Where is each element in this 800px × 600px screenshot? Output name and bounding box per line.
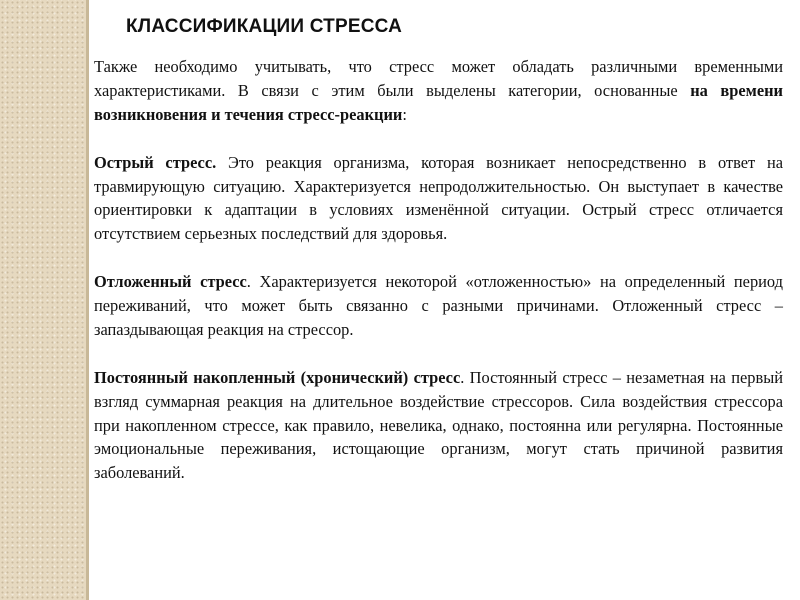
chronic-stress-paragraph [94, 366, 783, 486]
intro-colon: : [402, 104, 407, 124]
slide-title: КЛАССИФИКАЦИИ СТРЕССА [126, 16, 403, 37]
slide-body [94, 55, 783, 485]
decorative-side-band [0, 0, 86, 600]
delayed-stress-paragraph [94, 270, 783, 342]
intro-bold-text: на времени возникновения и течения стресс-реакции [94, 80, 784, 124]
intro-paragraph [94, 55, 783, 127]
delayed-stress-term: Отложенный стресс [94, 272, 247, 292]
chronic-stress-text: . Постоянный стресс – незаметная на первый взгляд суммарная реакция на длительное воздействие стрессоров. Сила воздействия стрессора при накопленном стрессе, как правило, невелика, однако, постоянна или регулярна. Постоянные эмоциональные переживания, истощающие организм, могут стать причиной развития заболеваний. [94, 367, 783, 483]
delayed-stress-text: . Характеризуется некоторой «отложенностью» на определенный период переживаний, что может быть связанно с разными причинами. Отложенный стресс – запаздывающая реакция на стрессор. [94, 272, 783, 339]
chronic-stress-term: Постоянный накопленный (хронический) стресс [94, 367, 461, 387]
acute-stress-text: Это реакция организма, которая возникает непосредственно в ответ на травмирующую ситуацию. Характеризуется непродолжительностью. Он выступает в качестве ориентировки к адаптации в условиях изменённой ситуации. Острый стресс отличается отсутствием серьезных последствий для здоровья. [94, 152, 784, 244]
intro-text: Также необходимо учитывать, что стресс может обладать различными временными характеристиками. В связи с этим были выделены категории, основанные [94, 57, 783, 100]
acute-stress-paragraph [94, 151, 783, 247]
acute-stress-term: Острый стресс. [94, 152, 217, 172]
side-divider-line [86, 0, 89, 600]
